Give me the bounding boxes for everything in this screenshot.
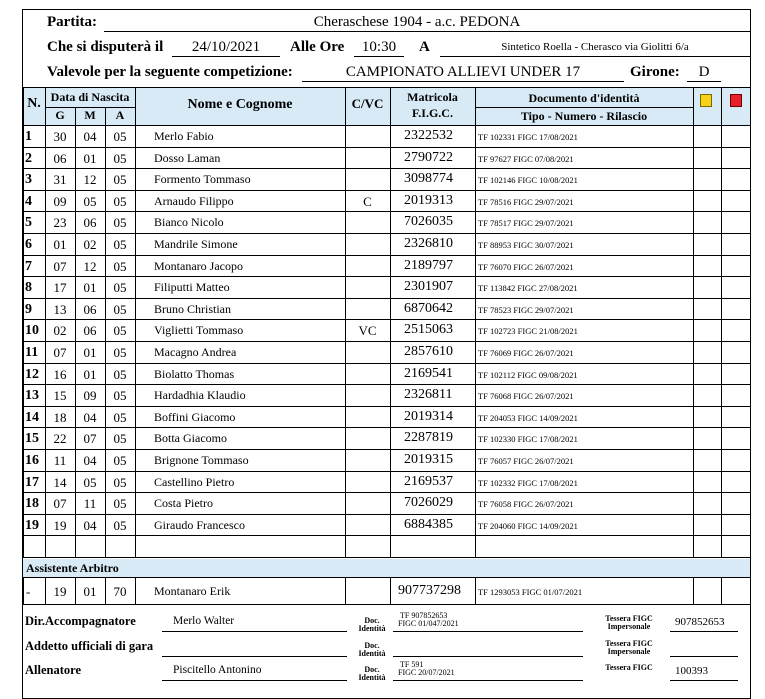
row-line: [23, 168, 751, 169]
birth-month: 04: [83, 409, 97, 425]
column-line: [345, 87, 346, 557]
birth-month: 05: [83, 474, 97, 490]
player-role: VC: [358, 323, 377, 339]
birth-day: 31: [53, 172, 67, 188]
doc-split-line: [475, 107, 693, 108]
player-number: 19: [25, 517, 39, 533]
column-line: [750, 87, 751, 557]
player-document: TF 204060 FIGC 14/09/2021: [478, 520, 578, 531]
column-line: [750, 577, 751, 604]
player-name: Castellino Pietro: [154, 474, 235, 489]
staff-tessera-value: 907852653: [675, 616, 725, 628]
player-number: 14: [25, 409, 39, 425]
player-matricola: 2790722: [404, 149, 453, 165]
birth-year: 05: [113, 431, 127, 447]
player-document: TF 76057 FIGC 26/07/2021: [478, 456, 574, 466]
birth-day: 07: [53, 496, 67, 512]
staff-name: Merlo Walter: [173, 615, 235, 627]
table-top-line: [23, 87, 751, 88]
birth-day: 07: [53, 345, 67, 360]
ore-label: Alle Ore: [290, 39, 345, 55]
staff-tessera-line: [670, 631, 738, 632]
player-document: TF 76070 FIGC 26/07/2021: [478, 261, 574, 272]
player-number: 10: [25, 323, 39, 339]
staff-role: Dir.Accompagnatore: [25, 614, 136, 628]
staff-tessera-line: [670, 680, 738, 681]
birth-month: 01: [83, 150, 97, 166]
competition-label: Valevole per la seguente competizione:: [47, 64, 293, 80]
player-matricola: 2857610: [404, 344, 453, 359]
partita-value: Cheraschese 1904 - a.c. PEDONA: [313, 14, 521, 30]
player-name: Hardadhia Klaudio: [154, 388, 246, 403]
staff-doc-label: Doc.: [364, 641, 380, 650]
player-document: TF 76069 FIGC 26/07/2021: [478, 348, 574, 358]
row-line: [23, 276, 751, 277]
staff-doc-line: [393, 631, 583, 632]
player-matricola: 2287819: [404, 430, 453, 446]
birth-day: 16: [53, 366, 67, 382]
column-line: [475, 87, 476, 557]
birth-day: 18: [53, 409, 67, 425]
birth-year: 05: [113, 258, 127, 274]
birth-month: 01: [83, 345, 97, 360]
player-document: TF 102331 FIGC 17/08/2021: [478, 132, 578, 142]
staff-tessera-label: Impersonale: [607, 647, 651, 656]
player-name: Filiputti Matteo: [154, 280, 230, 295]
player-document: TF 102332 FIGC 17/08/2021: [478, 477, 578, 488]
player-matricola: 2169537: [404, 473, 453, 489]
birth-year: 05: [113, 237, 127, 252]
column-line: [105, 107, 106, 557]
birth-day: 01: [53, 237, 67, 252]
player-document: TF 97627 FIGC 07/08/2021: [478, 153, 574, 164]
player-number: 16: [25, 453, 39, 468]
row-line: [23, 190, 751, 191]
birth-year: 05: [113, 280, 127, 296]
staff-tessera-line: [670, 656, 738, 657]
yellow-card-icon: [700, 94, 712, 107]
row-line: [23, 492, 751, 493]
player-number: 5: [25, 215, 32, 231]
row-line: [23, 535, 751, 536]
birth-month: 06: [83, 323, 97, 339]
player-document: TF 78523 FIGC 29/07/2021: [478, 304, 574, 315]
birth-year: 05: [113, 496, 127, 512]
col-a: A: [115, 108, 125, 122]
column-line: [390, 87, 391, 557]
player-document: TF 88953 FIGC 30/07/2021: [478, 240, 574, 250]
player-role: C: [363, 193, 372, 209]
player-name: Merlo Fabio: [154, 129, 214, 143]
col-name: Nome e Cognome: [187, 97, 293, 112]
player-matricola: 6870642: [404, 300, 453, 316]
player-number: 15: [25, 431, 39, 447]
disputa-label: Che si disputerà il: [47, 39, 164, 55]
staff-doc-line: [393, 680, 583, 681]
column-line: [75, 107, 76, 557]
staff-doc-label: Identità: [358, 673, 386, 682]
player-name: Brignone Tommaso: [154, 453, 249, 467]
birth-day: 02: [53, 323, 67, 339]
row-line: [23, 255, 751, 256]
birth-day: 11: [53, 453, 67, 468]
player-document: TF 76058 FIGC 26/07/2021: [478, 499, 574, 510]
col-n: N.: [27, 96, 41, 111]
staff-doc-line1: TF 591: [400, 660, 424, 669]
birth-day: 06: [53, 150, 67, 166]
player-number: 1: [25, 129, 32, 144]
staff-doc-label: Identità: [358, 649, 386, 658]
birth-month: 04: [83, 453, 97, 468]
player-number: 12: [25, 366, 39, 382]
player-number: 9: [25, 301, 32, 317]
player-matricola: 2326810: [404, 236, 453, 251]
column-line: [23, 577, 24, 604]
player-number: 4: [25, 193, 32, 209]
player-matricola: 2189797: [404, 257, 453, 273]
player-matricola: 2019313: [404, 192, 453, 208]
birth-day: 13: [53, 301, 67, 317]
player-document: TF 113842 FIGC 27/08/2021: [478, 283, 578, 294]
player-name: Montanaro Jacopo: [154, 258, 243, 273]
row-line: [23, 471, 751, 472]
assistant-birth-month: 01: [83, 584, 97, 599]
birth-month: 01: [83, 280, 97, 296]
birth-split-line: [45, 107, 135, 108]
player-number: 13: [25, 388, 39, 404]
birth-year: 05: [113, 453, 127, 468]
row-line: [23, 384, 751, 385]
staff-role: Addetto ufficiali di gara: [25, 639, 154, 653]
birth-year: 05: [113, 150, 127, 166]
birth-month: 01: [83, 366, 97, 382]
player-number: 18: [25, 496, 39, 512]
birth-year: 05: [113, 129, 127, 144]
staff-doc-label: Identità: [358, 624, 386, 633]
player-matricola: 2301907: [404, 279, 453, 295]
player-document: TF 102146 FIGC 10/08/2021: [478, 175, 578, 186]
partita-label: Partita:: [47, 14, 97, 30]
birth-month: 06: [83, 301, 97, 317]
col-matricola: Matricola: [407, 90, 458, 104]
player-matricola: 2169541: [404, 365, 453, 381]
player-name: Boffini Giacomo: [154, 409, 236, 424]
birth-month: 11: [83, 496, 97, 512]
player-matricola: 7026029: [404, 495, 453, 511]
player-number: 3: [25, 172, 32, 188]
assistant-bottom-line: [23, 604, 751, 605]
staff-name-line: [162, 656, 347, 657]
staff-tessera-label: Impersonale: [607, 622, 651, 631]
venue-value: Sintetico Roella - Cherasco via Giolitti 6/a: [501, 41, 689, 53]
assistant-matricola: 907737298: [398, 583, 461, 598]
col-doc-sub: Tipo - Numero - Rilascio: [520, 109, 648, 123]
staff-doc-label: Doc.: [364, 616, 380, 625]
col-m: M: [84, 108, 96, 122]
player-matricola: 2019314: [404, 408, 453, 424]
player-name: Giraudo Francesco: [154, 517, 245, 532]
player-number: 7: [25, 258, 32, 274]
player-document: TF 78517 FIGC 29/07/2021: [478, 218, 574, 229]
player-number: 2: [25, 150, 32, 166]
player-number: 6: [25, 237, 32, 252]
birth-day: 23: [53, 215, 67, 231]
assistant-birth-year: 70: [113, 584, 127, 599]
player-document: TF 78516 FIGC 29/07/2021: [478, 196, 574, 207]
assistant-header-bg: [23, 559, 750, 577]
assistant-top-line: [23, 577, 751, 578]
birth-day: 30: [53, 129, 67, 144]
match-date: 24/10/2021: [191, 39, 261, 55]
staff-name: Piscitello Antonino: [173, 664, 262, 676]
staff-doc-line2: FIGC 20/07/2021: [398, 668, 455, 677]
row-line: [23, 557, 751, 558]
birth-month: 09: [83, 388, 97, 404]
player-name: Formento Tommaso: [154, 172, 251, 187]
player-name: Arnaudo Filippo: [154, 193, 234, 208]
birth-month: 04: [83, 129, 97, 144]
player-document: TF 204053 FIGC 14/09/2021: [478, 412, 578, 423]
player-name: Costa Pietro: [154, 496, 213, 511]
player-document: TF 102112 FIGC 09/08/2021: [478, 369, 578, 380]
player-matricola: 2322532: [404, 128, 453, 143]
birth-day: 19: [53, 517, 67, 533]
birth-month: 07: [83, 431, 97, 447]
player-name: Mandrile Simone: [154, 237, 238, 251]
player-matricola: 2019315: [404, 452, 453, 467]
birth-year: 05: [113, 517, 127, 533]
player-document: TF 102723 FIGC 21/08/2021: [478, 326, 578, 337]
staff-tessera-label: Tessera FIGC: [605, 639, 653, 648]
birth-year: 05: [113, 366, 127, 382]
row-line: [23, 233, 751, 234]
birth-month: 02: [83, 237, 97, 252]
assistant-birth-day: 19: [53, 584, 67, 599]
birth-year: 05: [113, 409, 127, 425]
player-number: 8: [25, 280, 32, 296]
assistant-number: -: [26, 584, 31, 599]
player-matricola: 3098774: [404, 171, 453, 187]
player-name: Macagno Andrea: [154, 345, 237, 359]
assistant-document: TF 1293053 FIGC 01/07/2021: [478, 587, 583, 597]
staff-doc-label: Doc.: [364, 665, 380, 674]
birth-day: 22: [53, 431, 67, 447]
player-name: Botta Giacomo: [154, 431, 227, 446]
column-line: [345, 577, 346, 604]
birth-day: 15: [53, 388, 67, 404]
column-line: [23, 87, 24, 557]
player-matricola: 2326811: [404, 387, 453, 403]
staff-name-line: [162, 631, 347, 632]
staff-role: Allenatore: [25, 663, 82, 677]
staff-tessera-label: Tessera FIGC: [605, 663, 653, 672]
row-line: [23, 147, 751, 148]
player-document: TF 76068 FIGC 26/07/2021: [478, 391, 574, 402]
birth-month: 05: [83, 193, 97, 209]
col-figc: F.I.G.C.: [412, 106, 453, 120]
row-line: [23, 319, 751, 320]
row-line: [23, 514, 751, 515]
birth-year: 05: [113, 345, 127, 360]
staff-doc-line2: FIGC 01/047/2021: [398, 619, 459, 628]
birth-year: 05: [113, 193, 127, 209]
staff-doc-line: [393, 656, 583, 657]
girone-value: D: [698, 64, 710, 80]
row-line: [23, 211, 751, 212]
header-bottom-line: [23, 125, 751, 126]
birth-year: 05: [113, 388, 127, 404]
player-name: Bianco Nicolo: [154, 215, 224, 230]
player-name: Viglietti Tommaso: [154, 323, 244, 338]
player-matricola: 6884385: [404, 516, 453, 532]
birth-day: 14: [53, 474, 67, 490]
column-line: [390, 577, 391, 604]
column-line: [721, 577, 722, 604]
column-line: [135, 87, 136, 557]
birth-day: 09: [53, 193, 67, 209]
col-birth: Data di Nascita: [50, 90, 130, 104]
player-name: Dosso Laman: [154, 150, 221, 165]
player-name: Biolatto Thomas: [154, 366, 235, 381]
player-document: TF 102330 FIGC 17/08/2021: [478, 434, 578, 445]
red-card-icon: [730, 94, 742, 107]
row-line: [23, 427, 751, 428]
row-line: [23, 363, 751, 364]
birth-month: 04: [83, 517, 97, 533]
birth-year: 05: [113, 172, 127, 188]
column-line: [475, 577, 476, 604]
row-line: [23, 406, 751, 407]
birth-day: 07: [53, 258, 67, 274]
staff-tessera-value: 100393: [675, 665, 708, 677]
col-g: G: [55, 108, 65, 122]
staff-name-line: [162, 680, 347, 681]
birth-day: 17: [53, 280, 67, 296]
birth-year: 05: [113, 323, 127, 339]
birth-month: 06: [83, 215, 97, 231]
girone-label: Girone:: [630, 64, 680, 80]
assistant-name: Montanaro Erik: [154, 584, 231, 598]
assistant-section-label: Assistente Arbitro: [26, 561, 119, 575]
birth-year: 05: [113, 301, 127, 317]
column-line: [693, 87, 694, 557]
player-number: 17: [25, 474, 39, 490]
staff-tessera-label: Tessera FIGC: [605, 614, 653, 623]
player-number: 11: [25, 345, 39, 360]
row-line: [23, 449, 751, 450]
row-line: [23, 341, 751, 342]
player-matricola: 2515063: [404, 322, 453, 338]
column-line: [135, 577, 136, 604]
player-matricola: 7026035: [404, 214, 453, 230]
match-time: 10:30: [361, 39, 397, 55]
competition-value: CAMPIONATO ALLIEVI UNDER 17: [345, 64, 581, 80]
column-line: [693, 577, 694, 604]
column-line: [721, 87, 722, 557]
column-line: [45, 87, 46, 557]
player-name: Bruno Christian: [154, 301, 231, 316]
birth-year: 05: [113, 215, 127, 231]
staff-doc-line1: TF 907852653: [400, 611, 448, 620]
birth-month: 12: [83, 258, 97, 274]
birth-month: 12: [83, 172, 97, 188]
col-doc: Documento d'identità: [528, 91, 640, 105]
col-cvc: C/VC: [351, 96, 384, 111]
a-label: A: [419, 39, 430, 55]
row-line: [23, 298, 751, 299]
birth-year: 05: [113, 474, 127, 490]
